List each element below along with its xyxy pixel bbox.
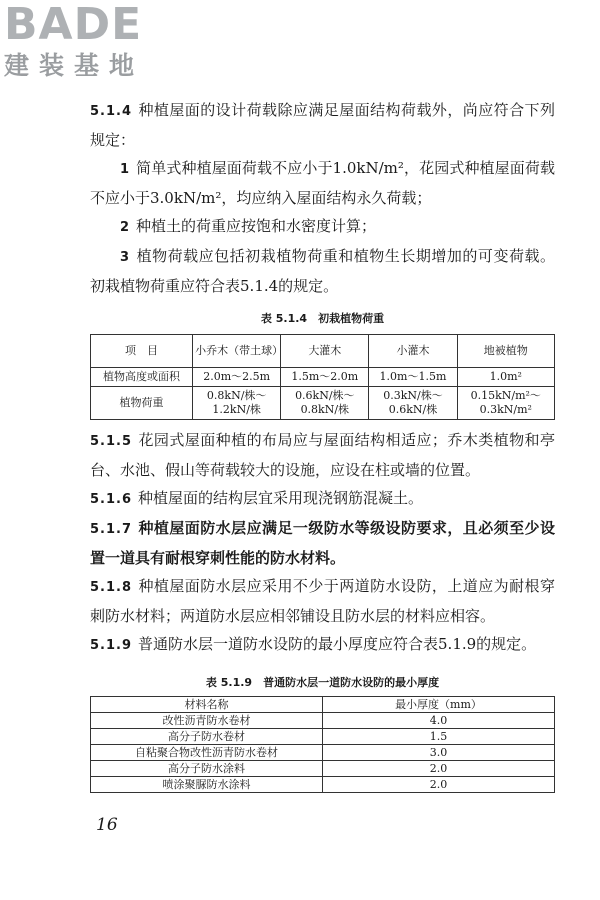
table-cell: 4.0 — [323, 713, 555, 729]
table-cell: 自粘聚合物改性沥青防水卷材 — [91, 745, 323, 761]
table-cell: 2.0 — [323, 777, 555, 793]
clause-text: 种植屋面防水层应满足一级防水等级设防要求，且必须至少设置一道具有耐根穿刺性能的防水材料。 — [90, 519, 555, 567]
table-cell: 1.5 — [323, 729, 555, 745]
clause-text: 种植屋面防水层应采用不少于两道防水设防，上道应为耐根穿刺防水材料；两道防水层应相邻铺设且防水层的材料应相容。 — [90, 577, 555, 625]
clause-5-1-5 — [90, 426, 555, 484]
bade-logo — [4, 2, 144, 82]
header-cell: 最小厚度（mm） — [323, 697, 555, 713]
clause-text: 花园式屋面种植的布局应与屋面结构相适应；乔木类植物和亭台、水池、假山等荷载较大的设施，应设在柱或墙的位置。 — [90, 431, 555, 479]
item-text: 简单式种植屋面荷载不应小于1.0kN/m²，花园式种植屋面荷载不应小于3.0kN/m²，均应纳入屋面结构永久荷载； — [90, 159, 555, 207]
header-cell: 地被植物 — [457, 335, 554, 368]
clause-5-1-4-item-3 — [90, 242, 555, 300]
table-header-row — [91, 697, 555, 713]
item-number: 3 — [120, 250, 131, 265]
table-row — [91, 745, 555, 761]
table-cell: 高分子防水涂料 — [91, 761, 323, 777]
clause-text: 普通防水层一道防水设防的最小厚度应符合表5.1.9的规定。 — [138, 635, 537, 653]
table-cell: 0.8kN/株～1.2kN/株 — [193, 387, 281, 420]
item-text: 植物荷载应包括初栽植物荷重和植物生长期增加的可变荷载。初栽植物荷重应符合表5.1.4的规定。 — [90, 247, 555, 295]
table-header-row — [91, 335, 555, 368]
item-number: 1 — [120, 162, 131, 177]
clause-number: 5.1.8 — [90, 580, 133, 595]
header-cell: 小灌木 — [369, 335, 457, 368]
table-5-1-9 — [90, 696, 555, 793]
document-body — [90, 96, 555, 793]
clause-5-1-4 — [90, 96, 555, 154]
clause-text: 种植屋面的设计荷载除应满足屋面结构荷载外，尚应符合下列规定： — [90, 101, 555, 149]
table-cell: 2.0m～2.5m — [193, 368, 281, 387]
clause-text: 种植屋面的结构层宜采用现浇钢筋混凝土。 — [138, 489, 424, 507]
header-cell: 大灌木 — [281, 335, 369, 368]
header-cell: 小乔木（带土球） — [193, 335, 281, 368]
table-row — [91, 713, 555, 729]
clause-number: 5.1.6 — [90, 492, 133, 507]
clause-5-1-4-item-2 — [90, 212, 555, 242]
table-cell: 0.15kN/m²～0.3kN/m² — [457, 387, 554, 420]
clause-number: 5.1.5 — [90, 434, 133, 449]
table-5-1-9-caption: 表 5.1.9 普通防水层一道防水设防的最小厚度 — [205, 676, 440, 689]
page-number: 16 — [96, 815, 118, 835]
clause-5-1-9 — [90, 630, 555, 660]
clause-5-1-8 — [90, 572, 555, 630]
item-text: 种植土的荷重应按饱和水密度计算； — [136, 217, 377, 235]
table-row — [91, 387, 555, 420]
clause-number: 5.1.7 — [90, 522, 133, 537]
table-row — [91, 777, 555, 793]
table-cell: 3.0 — [323, 745, 555, 761]
logo-chinese-name: 建装基地 — [4, 51, 145, 80]
clause-5-1-4-item-1 — [90, 154, 555, 212]
header-cell: 项 目 — [91, 335, 193, 368]
table-cell: 1.0m² — [457, 368, 554, 387]
table-row — [91, 761, 555, 777]
clause-5-1-6 — [90, 484, 555, 514]
table-cell: 喷涂聚脲防水涂料 — [91, 777, 323, 793]
table-cell: 植物荷重 — [91, 387, 193, 420]
table-cell: 改性沥青防水卷材 — [91, 713, 323, 729]
table-cell: 1.0m～1.5m — [369, 368, 457, 387]
header-cell: 材料名称 — [91, 697, 323, 713]
clause-5-1-7 — [90, 514, 555, 572]
table-cell: 0.6kN/株～0.8kN/株 — [281, 387, 369, 420]
table-cell: 1.5m～2.0m — [281, 368, 369, 387]
table-5-1-4 — [90, 334, 555, 420]
logo-wordmark: BADE — [4, 0, 143, 50]
table-cell: 高分子防水卷材 — [91, 729, 323, 745]
table-row — [91, 729, 555, 745]
table-5-1-4-caption: 表 5.1.4 初栽植物荷重 — [260, 312, 385, 325]
table-cell: 0.3kN/株～0.6kN/株 — [369, 387, 457, 420]
table-cell: 2.0 — [323, 761, 555, 777]
table-row — [91, 368, 555, 387]
clause-number: 5.1.4 — [90, 104, 133, 119]
clause-number: 5.1.9 — [90, 638, 133, 653]
item-number: 2 — [120, 220, 131, 235]
table-cell: 植物高度或面积 — [91, 368, 193, 387]
